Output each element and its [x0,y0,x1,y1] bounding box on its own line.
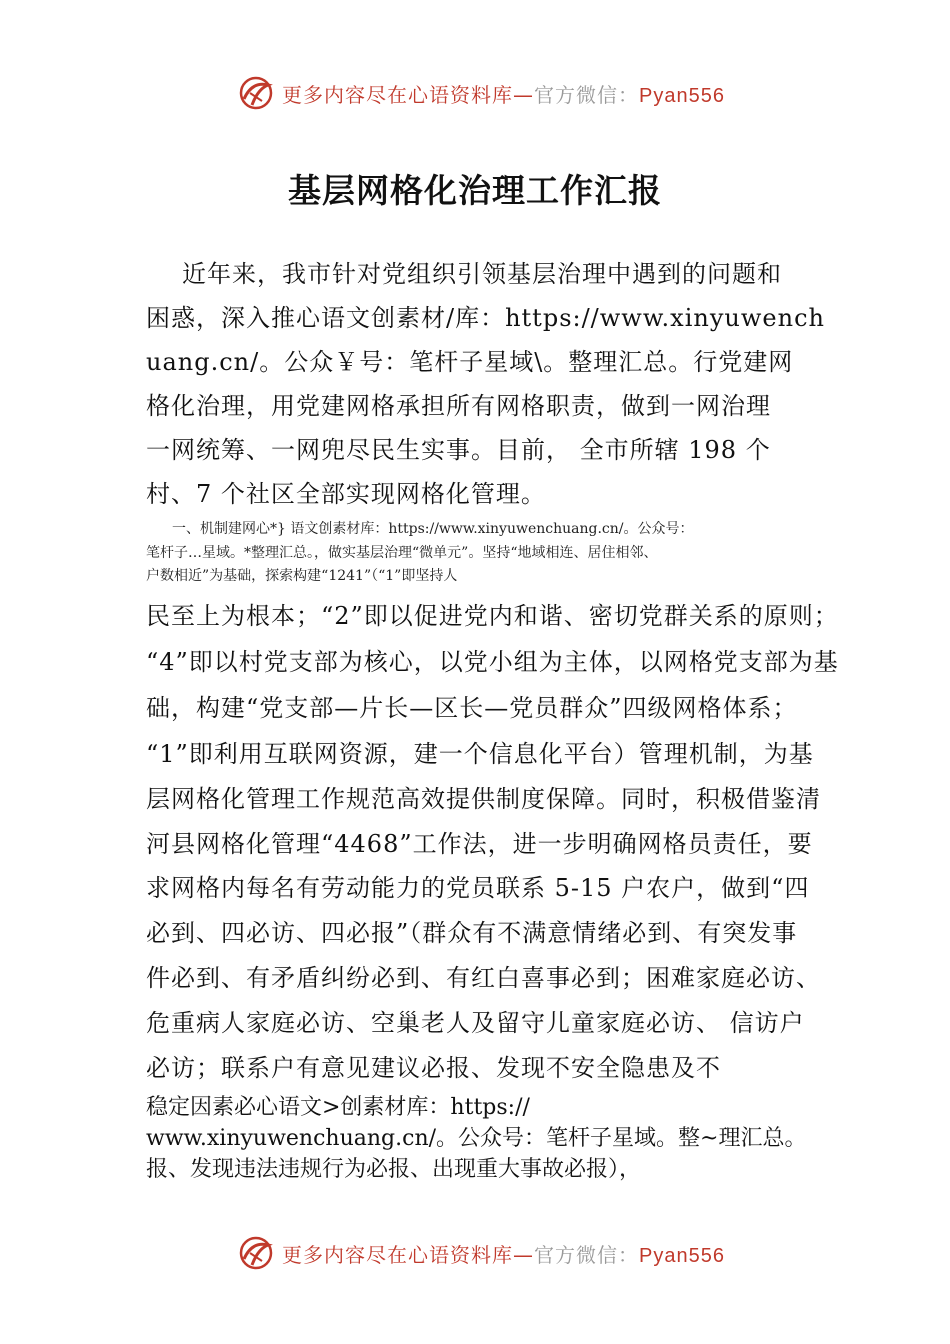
text-line: 格化治理，用党建网格承担所有网格职责，做到一网治理 [146,392,771,420]
banner-text [282,79,725,108]
text-line: 础，构建“党支部—片长—区长—党员群众”四级网格体系； [146,694,798,722]
logo-icon [238,1235,274,1271]
text-line: 报、发现违法违规行为必报、出现重大事故必报）， [146,1157,642,1182]
text-line: 件必到、有矛盾纠纷必到、有红白喜事必到；困难家庭必访、 [146,964,821,992]
small-text-line: 户数相近”为基础，探索构建“1241”（“1”即坚持人 [146,568,458,584]
banner-slogan: 更多内容尽在心语资料库— [282,1242,534,1267]
text-line: 河县网格化管理“4468”工作法，进一步明确网格员责任，要 [146,830,813,858]
banner-wechat-id: Pyan556 [639,1244,725,1267]
text-line: 层网格化管理工作规范高效提供制度保障。同时，积极借鉴清 [146,785,821,813]
banner-wechat-label: 官方微信： [534,1242,639,1267]
text-line: uang.cn/。公众￥号：笔杆子星域\。整理汇总。行党建网 [146,348,794,376]
footer-banner [0,1233,950,1273]
text-line: “4”即以村党支部为核心，以党小组为主体，以网格党支部为基 [146,648,839,676]
text-line: 民至上为根本；“2”即以促进党内和谐、密切党群关系的原则； [146,602,839,630]
text-line: 近年来，我市针对党组织引领基层治理中遇到的问题和 [182,260,782,288]
text-line: 稳定因素必心语文>创素材库：https:// [146,1095,530,1120]
banner-wechat-id: Pyan556 [639,84,725,107]
banner-slogan: 更多内容尽在心语资料库— [282,82,534,107]
text-line: 必到、四必访、四必报”（群众有不满意情绪必到、有突发事 [146,919,798,947]
banner-wechat-label: 官方微信： [534,82,639,107]
logo-icon [238,75,274,111]
banner-text [282,1239,725,1268]
small-text-line: 笔杆子…星域。*整理汇总。，做实基层治理“微单元”。坚持“地域相连、居住相邻、 [146,545,658,561]
small-text-line: 一、机制建网心*} 语文创素材库：https://www.xinyuwenchuang.cn/。公众号： [172,521,694,537]
page-title: 基层网格化治理工作汇报 [288,171,662,210]
text-line: “1”即利用互联网资源，建一个信息化平台）管理机制，为基 [146,740,814,768]
text-line: 必访；联系户有意见建议必报、发现不安全隐患及不 [146,1054,721,1082]
text-line: 村、7 个社区全部实现网格化管理。 [146,480,546,508]
text-line: 困惑，深入推心语文创素材/库：https://www.xinyuwench [146,304,825,332]
text-line: 一网统筹、一网兜尽民生实事。目前， 全市所辖 198 个 [146,436,771,464]
text-line: www.xinyuwenchuang.cn/。公众号：笔杆子星域。整~理汇总。 [146,1126,807,1151]
text-line: 危重病人家庭必访、空巢老人及留守儿童家庭必访、 信访户 [146,1009,805,1037]
header-banner [0,73,950,113]
text-line: 求网格内每名有劳动能力的党员联系 5-15 户农户，做到“四 [146,874,810,902]
